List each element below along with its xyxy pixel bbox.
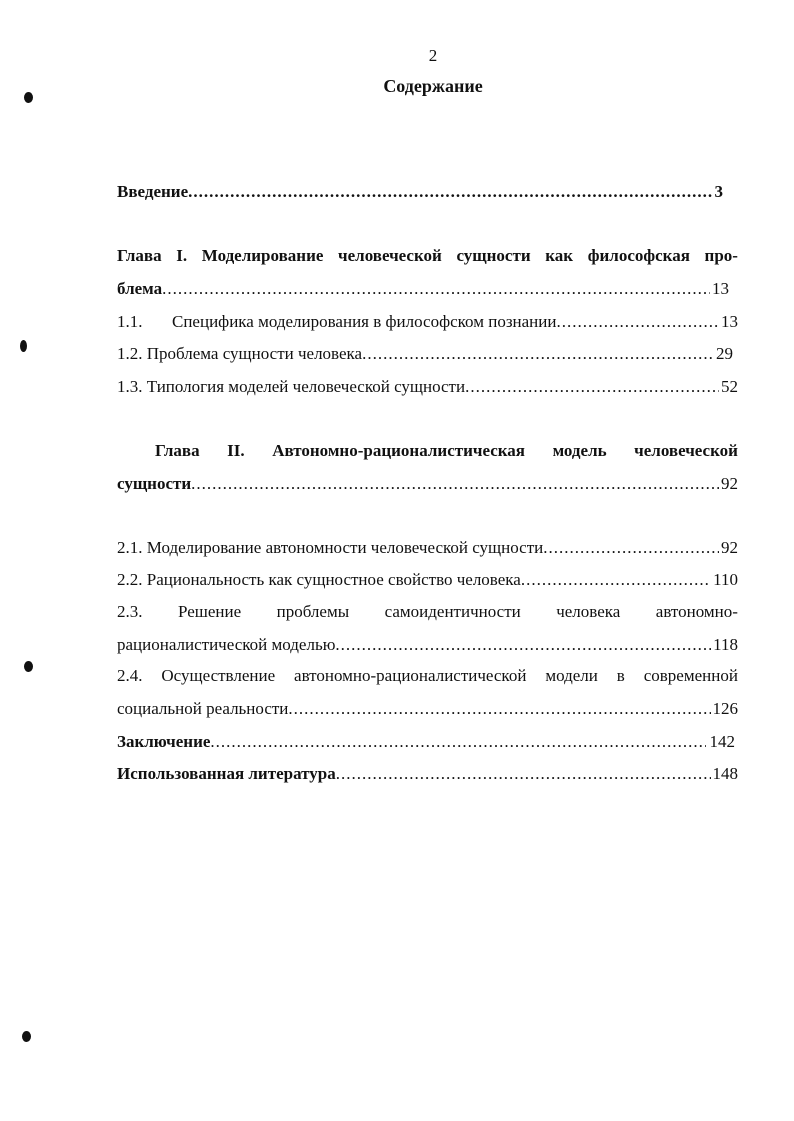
dot-leader: [188, 182, 712, 202]
scan-mark: [24, 92, 33, 103]
toc-entry-section-1-3[interactable]: 1.3. Типология моделей человеческой сущности ..... 52: [117, 377, 738, 399]
scan-mark: [20, 340, 27, 352]
toc-entry-section-2-2[interactable]: 2.2. Рациональность как сущностное свойство человека ..... 110: [117, 570, 738, 592]
toc-entry-chapter-2[interactable]: Глава II. Автономно-рационалистическая модель человеческой: [155, 441, 738, 460]
toc-entry-conclusion[interactable]: Заключение ..... 142: [117, 732, 735, 754]
toc-entry-chapter-1[interactable]: Глава I. Моделирование человеческой сущности как философская про-: [117, 246, 738, 265]
dot-leader: [335, 635, 711, 655]
scan-mark: [22, 1031, 31, 1042]
toc-entry-section-2-1[interactable]: 2.1. Моделирование автономности человеческой сущности ..... 92: [117, 538, 738, 560]
dot-leader: [521, 570, 711, 590]
page-title: Содержание: [383, 76, 483, 96]
toc-entry-section-2-3-cont[interactable]: рационалистической моделью ..... 118: [117, 635, 738, 657]
toc-entry-section-1-2[interactable]: 1.2. Проблема сущности человека ..... 29: [117, 344, 733, 366]
dot-leader: [210, 732, 705, 752]
dot-leader: [362, 344, 714, 364]
toc-entry-intro[interactable]: Введение ..... 3: [117, 182, 723, 204]
dot-leader: [336, 764, 711, 784]
toc-entry-chapter-1-cont[interactable]: блема ..... 13: [117, 279, 729, 301]
dot-leader: [556, 312, 719, 332]
toc-entry-chapter-2-cont[interactable]: сущности ..... 92: [117, 474, 738, 496]
dot-leader: [288, 699, 710, 719]
toc-entry-section-1-1[interactable]: 1.1. Специфика моделирования в философском познании ..... 13: [117, 312, 738, 334]
toc-entry-section-2-3[interactable]: 2.3. Решение проблемы самоидентичности человека автономно-: [117, 602, 738, 621]
dot-leader: [162, 279, 710, 299]
dot-leader: [543, 538, 719, 558]
scan-mark: [24, 661, 33, 672]
toc-entry-section-2-4[interactable]: 2.4. Осуществление автономно-рационалистической модели в современной: [117, 666, 738, 685]
toc-entry-section-2-4-cont[interactable]: социальной реальности ..... 126: [117, 699, 738, 721]
page-number: 2: [428, 46, 438, 65]
dot-leader: [465, 377, 719, 397]
toc-entry-references[interactable]: Использованная литература ..... 148: [117, 764, 738, 786]
dot-leader: [191, 474, 719, 494]
